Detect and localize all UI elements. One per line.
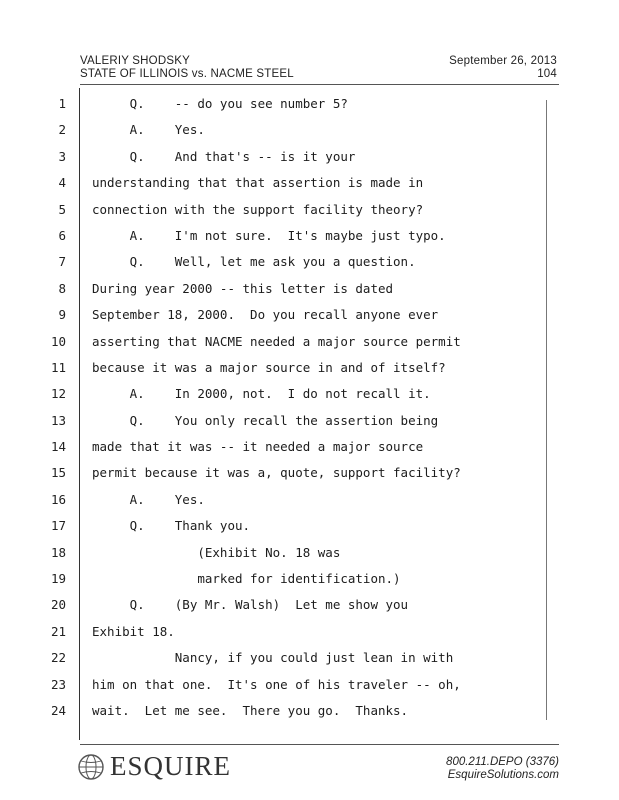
- transcript-line: [0, 407, 619, 433]
- transcript-line: [0, 248, 619, 274]
- line-number: 4: [58, 175, 66, 191]
- line-number: 2: [58, 122, 66, 138]
- footer-contact: [446, 756, 559, 782]
- transcript-line: [0, 512, 619, 538]
- line-text: wait. Let me see. There you go. Thanks.: [92, 702, 409, 718]
- transcript-line: [0, 143, 619, 169]
- line-number: 21: [50, 623, 66, 639]
- line-number: 13: [50, 412, 66, 428]
- line-text: September 18, 2000. Do you recall anyone ever: [92, 307, 439, 323]
- transcript-line: [0, 433, 619, 459]
- line-text: A. In 2000, not. I do not recall it.: [92, 386, 431, 402]
- transcript-line: [0, 354, 619, 380]
- line-number: 16: [50, 491, 66, 507]
- line-text: marked for identification.): [92, 571, 401, 587]
- line-text: A. Yes.: [92, 491, 205, 507]
- header-right: [449, 55, 557, 81]
- line-text: Nancy, if you could just lean in with: [92, 650, 454, 666]
- line-number: 22: [50, 650, 66, 666]
- line-number: 12: [50, 386, 66, 402]
- transcript-line: [0, 116, 619, 142]
- line-text: connection with the support facility theory?: [92, 201, 424, 217]
- line-number: 1: [58, 96, 66, 111]
- line-text: permit because it was a, quote, support facility?: [92, 465, 461, 481]
- line-text: (Exhibit No. 18 was: [92, 544, 341, 560]
- transcript-line: [0, 222, 619, 248]
- line-text: A. I'm not sure. It's maybe just typo.: [92, 227, 446, 243]
- line-text: him on that one. It's one of his traveler -- oh,: [92, 676, 461, 692]
- transcript-line: [0, 644, 619, 670]
- line-number: 14: [50, 439, 66, 455]
- line-text: asserting that NACME needed a major source permit: [92, 333, 461, 349]
- transcript-body: [0, 90, 619, 723]
- line-number: 24: [50, 702, 66, 718]
- transcript-line: [0, 275, 619, 301]
- transcript-line: [0, 671, 619, 697]
- transcript-line: [0, 328, 619, 354]
- line-number: 15: [50, 465, 66, 481]
- line-number: 20: [50, 597, 66, 613]
- line-number: 19: [50, 571, 66, 587]
- line-text: Exhibit 18.: [92, 623, 175, 639]
- logo-text: ESQUIRE: [110, 751, 231, 781]
- line-number: 8: [58, 280, 66, 296]
- line-text: Q. (By Mr. Walsh) Let me show you: [92, 597, 409, 613]
- footer-website: EsquireSolutions.com: [447, 769, 559, 781]
- page-number: 104: [537, 68, 557, 80]
- line-number: 5: [58, 201, 66, 217]
- line-number: 10: [50, 333, 66, 349]
- transcript-line: [0, 697, 619, 723]
- case-title: STATE OF ILLINOIS vs. NACME STEEL: [80, 68, 294, 80]
- footer-phone: 800.211.DEPO (3376): [446, 756, 559, 768]
- line-text: Q. -- do you see number 5?: [92, 96, 348, 111]
- line-text: Q. Thank you.: [92, 518, 251, 534]
- transcript-line: [0, 486, 619, 512]
- transcript-line: [0, 301, 619, 327]
- transcript-line: [0, 618, 619, 644]
- header-divider: [80, 84, 559, 85]
- line-number: 9: [58, 307, 66, 323]
- line-text: Q. Well, let me ask you a question.: [92, 254, 416, 270]
- line-text: Q. And that's -- is it your: [92, 148, 356, 164]
- header-left: [80, 55, 294, 81]
- line-text: understanding that that assertion is made in: [92, 175, 424, 191]
- footer-divider: [80, 744, 559, 745]
- line-number: 23: [50, 676, 66, 692]
- transcript-line: [0, 565, 619, 591]
- transcript-line: [0, 459, 619, 485]
- deposition-date: September 26, 2013: [449, 55, 557, 67]
- line-number: 17: [50, 518, 66, 534]
- line-text: Q. You only recall the assertion being: [92, 412, 439, 428]
- line-text: made that it was -- it needed a major source: [92, 439, 424, 455]
- line-number: 6: [58, 227, 66, 243]
- transcript-line: [0, 380, 619, 406]
- line-text: During year 2000 -- this letter is dated: [92, 280, 394, 296]
- transcript-line: [0, 169, 619, 195]
- witness-name: VALERIY SHODSKY: [80, 55, 190, 67]
- line-number: 7: [58, 254, 66, 270]
- transcript-line: [0, 591, 619, 617]
- transcript-line: [0, 196, 619, 222]
- line-number: 3: [58, 148, 66, 164]
- line-text: because it was a major source in and of itself?: [92, 359, 446, 375]
- transcript-line: [0, 539, 619, 565]
- line-number: 11: [50, 359, 66, 375]
- globe-icon: [76, 752, 106, 782]
- transcript-line: [0, 90, 619, 116]
- line-text: A. Yes.: [92, 122, 205, 138]
- line-number: 18: [50, 544, 66, 560]
- esquire-logo: [76, 751, 231, 782]
